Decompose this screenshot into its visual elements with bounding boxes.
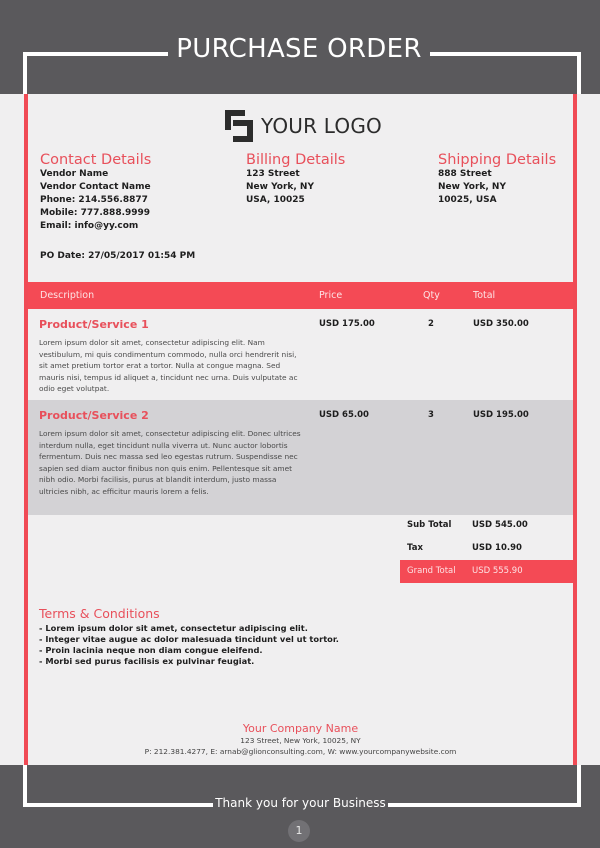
shipping-line: New York, NY	[438, 182, 506, 192]
product-qty: 3	[428, 410, 434, 420]
company-address: 123 Street, New York, 10025, NY	[240, 736, 361, 745]
billing-line: 123 Street	[246, 169, 300, 179]
product-name: Product/Service 2	[39, 409, 149, 422]
column-total: Total	[473, 290, 496, 301]
terms-item: - Lorem ipsum dolor sit amet, consectetur adipiscing elit.	[39, 623, 308, 633]
sub-total-value: USD 545.00	[472, 520, 528, 530]
product-description: Lorem ipsum dolor sit amet, consectetur adipiscing elit. Donec ultrices interdum nulla, eget tincidunt nulla viverra ut. Nunc auctor lobortis fermentum. Duis nec massa sed leo egestas rutrum. Suspendisse nec sapien sed diam auctor finibus non quis enim. Pellentesque sit amet nibh odio. Morbi facilisis, purus at blandit interdum, justo massa ultricies nibh, ac efficitur mauris lorem a felis.	[39, 429, 301, 496]
billing-line: New York, NY	[246, 182, 314, 192]
frame-line	[388, 803, 581, 807]
terms-item: - Proin lacinia neque non diam congue eleifend.	[39, 645, 263, 655]
po-date: PO Date: 27/05/2017 01:54 PM	[40, 251, 196, 261]
grand-total-value: USD 555.90	[472, 566, 523, 576]
grand-total-row	[400, 560, 573, 583]
frame-line	[577, 52, 581, 94]
vendor-email: Email: info@yy.com	[40, 221, 139, 231]
logo-text: YOUR LOGO	[261, 114, 382, 138]
frame-line	[430, 52, 581, 56]
product-price: USD 65.00	[319, 410, 369, 420]
frame-line	[577, 765, 581, 807]
vendor-mobile: Mobile: 777.888.9999	[40, 208, 151, 218]
table-header	[28, 282, 573, 309]
accent-border-right	[573, 94, 577, 765]
tax-row	[400, 537, 573, 560]
shipping-heading: Shipping Details	[438, 152, 557, 168]
contact-details	[40, 152, 151, 233]
column-description: Description	[40, 290, 95, 301]
product-description: Lorem ipsum dolor sit amet, consectetur adipiscing elit. Nam vestibulum, mi quis condimentum commodo, nulla orci hendrerit nisi, sit amet pretium tortor erat a tortor. Nulla at congue magna. Sed mauris nisi, tempus id aliquet a, tincidunt nec urna. Duis vulputate ac odio eget volutpat.	[39, 338, 298, 394]
tax-label: Tax	[407, 543, 423, 553]
company-contact: P: 212.381.4277, E: arnab@glionconsulting.com, W: www.yourcompanywebsite.com	[144, 747, 457, 756]
company-name: Your Company Name	[242, 722, 359, 735]
page-number: 1	[288, 820, 310, 842]
product-name: Product/Service 1	[39, 318, 149, 331]
vendor-name: Vendor Name	[40, 169, 109, 179]
billing-heading: Billing Details	[246, 152, 346, 168]
terms-heading: Terms & Conditions	[39, 606, 160, 621]
table-row	[28, 400, 573, 515]
column-qty: Qty	[423, 290, 440, 301]
thank-you-text: Thank you for your Business	[215, 796, 386, 810]
table-row	[28, 309, 573, 400]
vendor-phone: Phone: 214.556.8877	[40, 195, 148, 205]
shipping-details	[438, 152, 556, 207]
frame-line	[23, 765, 27, 807]
product-total: USD 350.00	[473, 319, 529, 329]
terms-section	[39, 606, 339, 667]
product-qty: 2	[428, 319, 434, 329]
product-total: USD 195.00	[473, 410, 529, 420]
logo-mark-icon	[223, 108, 255, 144]
billing-line: USA, 10025	[246, 195, 305, 205]
frame-line	[23, 803, 213, 807]
terms-item: - Integer vitae augue ac dolor malesuada tincidunt vel ut tortor.	[39, 634, 339, 644]
company-info	[28, 722, 573, 757]
tax-value: USD 10.90	[472, 543, 522, 553]
vendor-contact-name: Vendor Contact Name	[40, 182, 151, 192]
contact-heading: Contact Details	[40, 152, 152, 168]
column-price: Price	[319, 290, 343, 301]
shipping-line: 888 Street	[438, 169, 492, 179]
terms-list	[39, 623, 339, 667]
grand-total-label: Grand Total	[407, 566, 456, 576]
billing-details	[246, 152, 345, 207]
sub-total-row	[400, 514, 573, 537]
shipping-line: 10025, USA	[438, 195, 497, 205]
frame-line	[23, 52, 168, 56]
company-logo	[223, 108, 382, 144]
frame-line	[23, 52, 27, 94]
product-price: USD 175.00	[319, 319, 375, 329]
page-title: PURCHASE ORDER	[176, 34, 422, 64]
sub-total-label: Sub Total	[407, 520, 452, 530]
terms-item: - Morbi sed purus facilisis ex pulvinar feugiat.	[39, 656, 255, 666]
